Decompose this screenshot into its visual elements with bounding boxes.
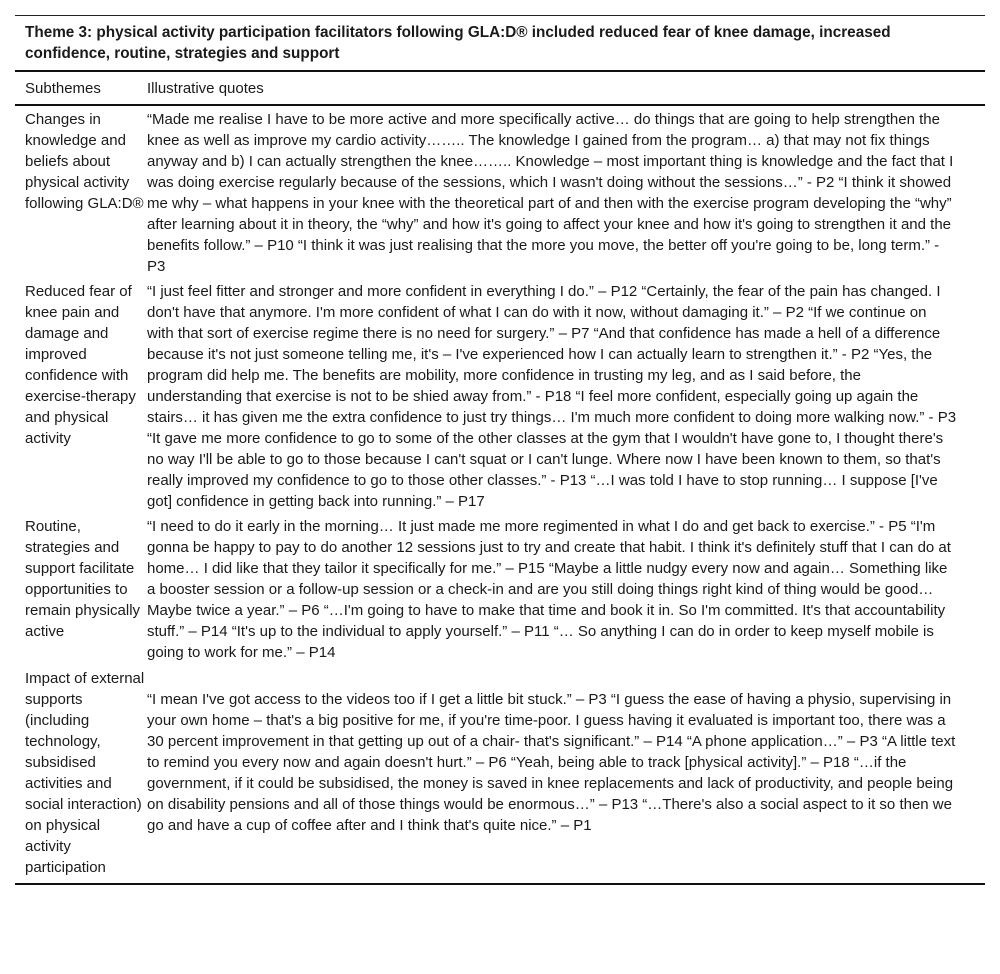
quote-cell: “I mean I've got access to the videos too if I get a little bit stuck.” – P3 “I guess the ease of having a physio, supervising in your own home – that's a big positive for me, if you're time-poor. I guess having it evaluated is important too, there was a 30 percent improvement in that getting up out of a chair- that's significant.” – P14 “A phone application…” – P3 “A little text to remind you every now and again doesn't hurt.” – P6 “Yeah, being able to track [physical activity].” – P18 “…if the government, if it could be subsidised, the money is saved in knee replacements and lack of productivity, and people being on disability pensions and all of those things would be enormous…” – P13 “…There's also a social aspect to it so then we go and have a cup of coffee after and I think that's quite nice.” – P1 bbox=[147, 691, 956, 834]
table-header-row bbox=[15, 72, 985, 104]
quotes-table bbox=[15, 15, 985, 885]
subtheme-cell: Impact of external supports (including technology, subsidised activities and social interaction) on physical activity participation bbox=[25, 670, 145, 876]
table-row bbox=[15, 106, 985, 278]
quote-cell: “I need to do it early in the morning… It just made me more regimented in what I do and get back to exercise.” - P5 “I'm gonna be happy to pay to do another 12 sessions just to try and create that habit. I think it's definitely stuff that I can do at home… I did like that they tailor it specifically for me.” – P15 “Maybe a little nudgy every now and again… Something like a booster session or a follow-up session or a check-in and are you still doing things right kind of thing would be good… Maybe twice a year.” – P6 “…I'm going to have to make that time and book it in. So I'm committed. It's that accountability stuff.” – P14 “It's up to the individual to apply yourself.” – P11 “… So anything I can do in order to keep myself mobile is going to work for me.” – P14 bbox=[147, 518, 951, 661]
subtheme-cell: Routine, strategies and support facilitate opportunities to remain physically active bbox=[25, 518, 141, 640]
bottom-rule bbox=[15, 883, 985, 885]
subtheme-cell: Reduced fear of knee pain and damage and improved confidence with exercise-therapy and physical activity bbox=[25, 283, 136, 447]
header-subthemes: Subthemes bbox=[25, 80, 101, 97]
quote-cell: “Made me realise I have to be more active and more specifically active… do things that are going to help strengthen the knee as well as improve my cardio activity…….. The knowledge I gained from the program… a) that may not fix things anyway and b) I can actually strengthen the knee…….. Knowledge – most important thing is knowledge and the fact that I was doing exercise regularly because of the sessions, which I wasn't doing without the sessions…” - P2 “I think it showed me why – what happens in your knee with the theoretical part of and then with the exercise program developing the “why” after learning about it in theory, the “why” and how it's going to affect your knee and how it's going to strengthen it and the benefits follow.” – P10 “I think it was just realising that the more you move, the better off you're going to be, long term.” - P3 bbox=[147, 111, 954, 275]
table-row bbox=[15, 664, 985, 879]
header-quotes: Illustrative quotes bbox=[147, 80, 264, 97]
table-title: Theme 3: physical activity participation facilitators following GLA:D® included reduced fear of knee damage, increased confidence, routine, strategies and support bbox=[25, 24, 891, 62]
quote-cell: “I just feel fitter and stronger and more confident in everything I do.” – P12 “Certainly, the fear of the pain has changed. I don't have that anymore. I'm more confident of what I can do with it now, without damaging it.” – P2 “If we continue on with that sort of exercise regime there is no need for surgery.” – P7 “And that confidence has made a hell of a difference because it's not just someone telling me, it's – I've experienced how I can actually learn to strengthen it.” - P2 “Yes, the program did help me. The benefits are mobility, more confidence in trusting my leg, and as I said before, the understanding that exercise is not to be shied away from.” - P18 “I feel more confident, especially going up again the stairs… it has given me the extra confidence to just try things… I'm much more confident to doing more walking now.” - P3 “It gave me more confidence to go to some of the other classes at the gym that I wouldn't have gone to, I thought there's no way I'll be able to go to those because I can't squat or I can't lunge. Where now I have been known to them, so that's really improved my confidence to go to those other classes.” - P13 “…I was told I have to stop running… I suppose [I've got] confidence in getting back into running.” – P17 bbox=[147, 283, 957, 510]
subtheme-cell: Changes in knowledge and beliefs about physical activity following GLA:D® bbox=[25, 111, 144, 212]
table-row bbox=[15, 278, 985, 513]
table-row bbox=[15, 513, 985, 664]
